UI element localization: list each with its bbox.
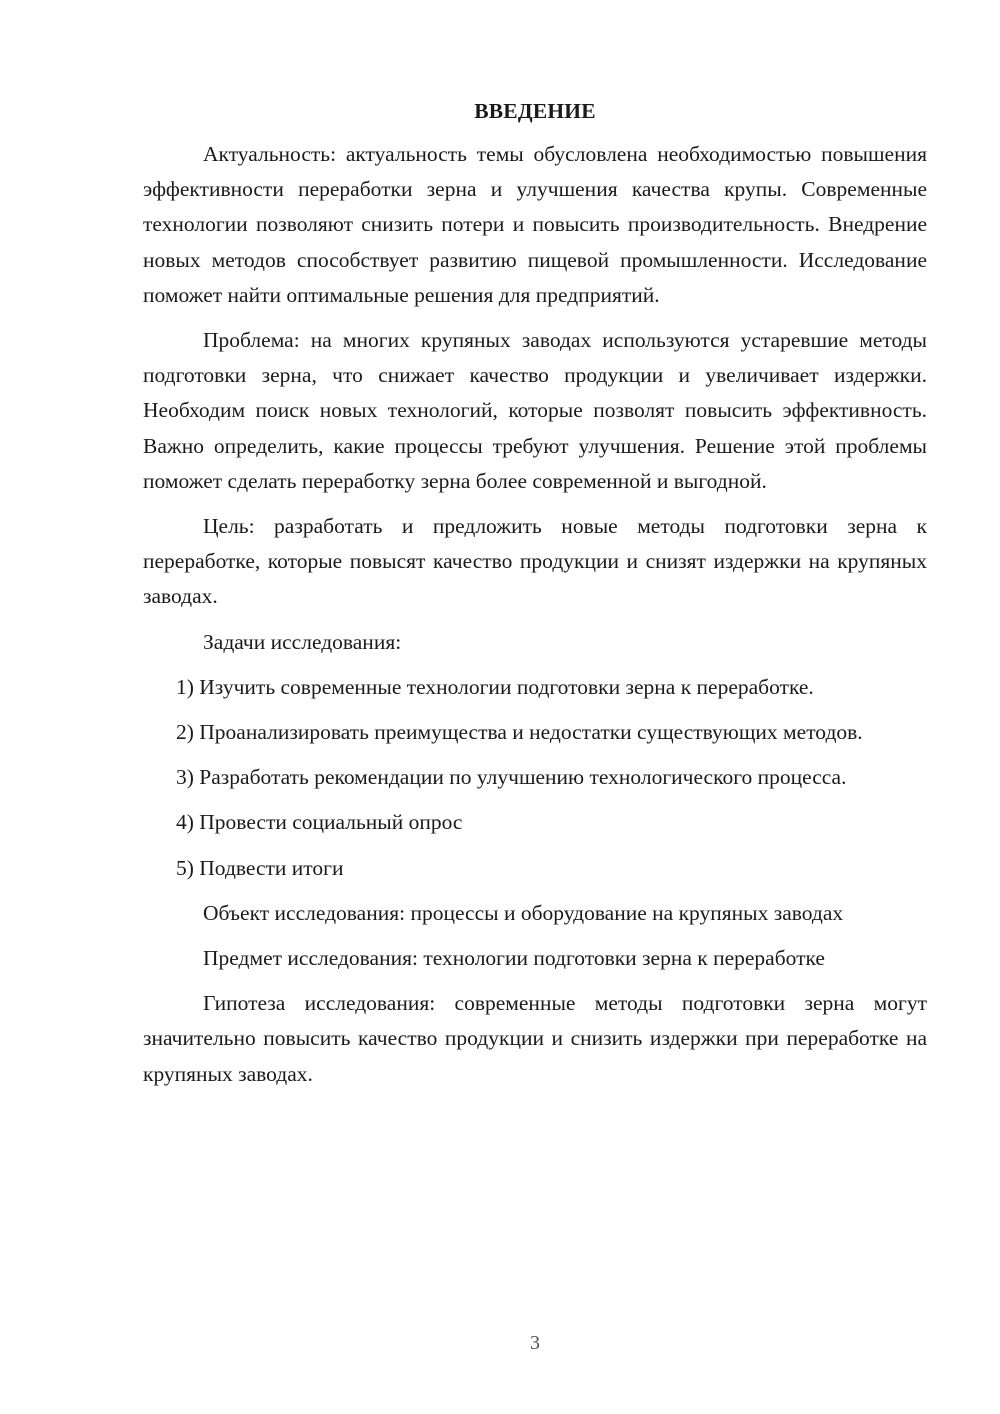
task-item-5: 5) Подвести итоги (176, 855, 344, 880)
relevance-paragraph: Актуальность: актуальность темы обусловлена необходимостью повышения эффективности переработки зерна и улучшения качества крупы. Современные технологии позволяют снизить потери и повысить производительность. Внедрение новых методов способствует развитию пищевой промышленности. Исследование поможет найти оптимальные решения для предприятий. (143, 142, 927, 307)
subject-paragraph: Предмет исследования: технологии подготовки зерна к переработке (203, 946, 825, 971)
page-number: 3 (530, 1332, 540, 1354)
task-item-1: 1) Изучить современные технологии подготовки зерна к переработке. (176, 674, 814, 699)
goal-paragraph: Цель: разработать и предложить новые методы подготовки зерна к переработке, которые повысят качество продукции и снизят издержки на крупяных заводах. (143, 514, 927, 609)
task-item-4: 4) Провести социальный опрос (176, 810, 463, 835)
object-paragraph: Объект исследования: процессы и оборудование на крупяных заводах (203, 900, 844, 925)
hypothesis-paragraph: Гипотеза исследования: современные методы подготовки зерна могут значительно повысить качество продукции и снизить издержки при переработке на крупяных заводах. (143, 991, 927, 1086)
task-item-2: 2) Проанализировать преимущества и недостатки существующих методов. (176, 720, 863, 745)
problem-paragraph: Проблема: на многих крупяных заводах используются устаревшие методы подготовки зерна, что снижает качество продукции и увеличивает издержки. Необходим поиск новых технологий, которые позволят повысить эффективность. Важно определить, какие процессы требуют улучшения. Решение этой проблемы поможет сделать переработку зерна более современной и выгодной. (143, 328, 927, 493)
task-item-3: 3) Разработать рекомендации по улучшению технологического процесса. (176, 765, 847, 790)
tasks-heading: Задачи исследования: (203, 629, 402, 654)
page-content (143, 96, 927, 1102)
page-title: ВВЕДЕНИЕ (474, 99, 596, 123)
